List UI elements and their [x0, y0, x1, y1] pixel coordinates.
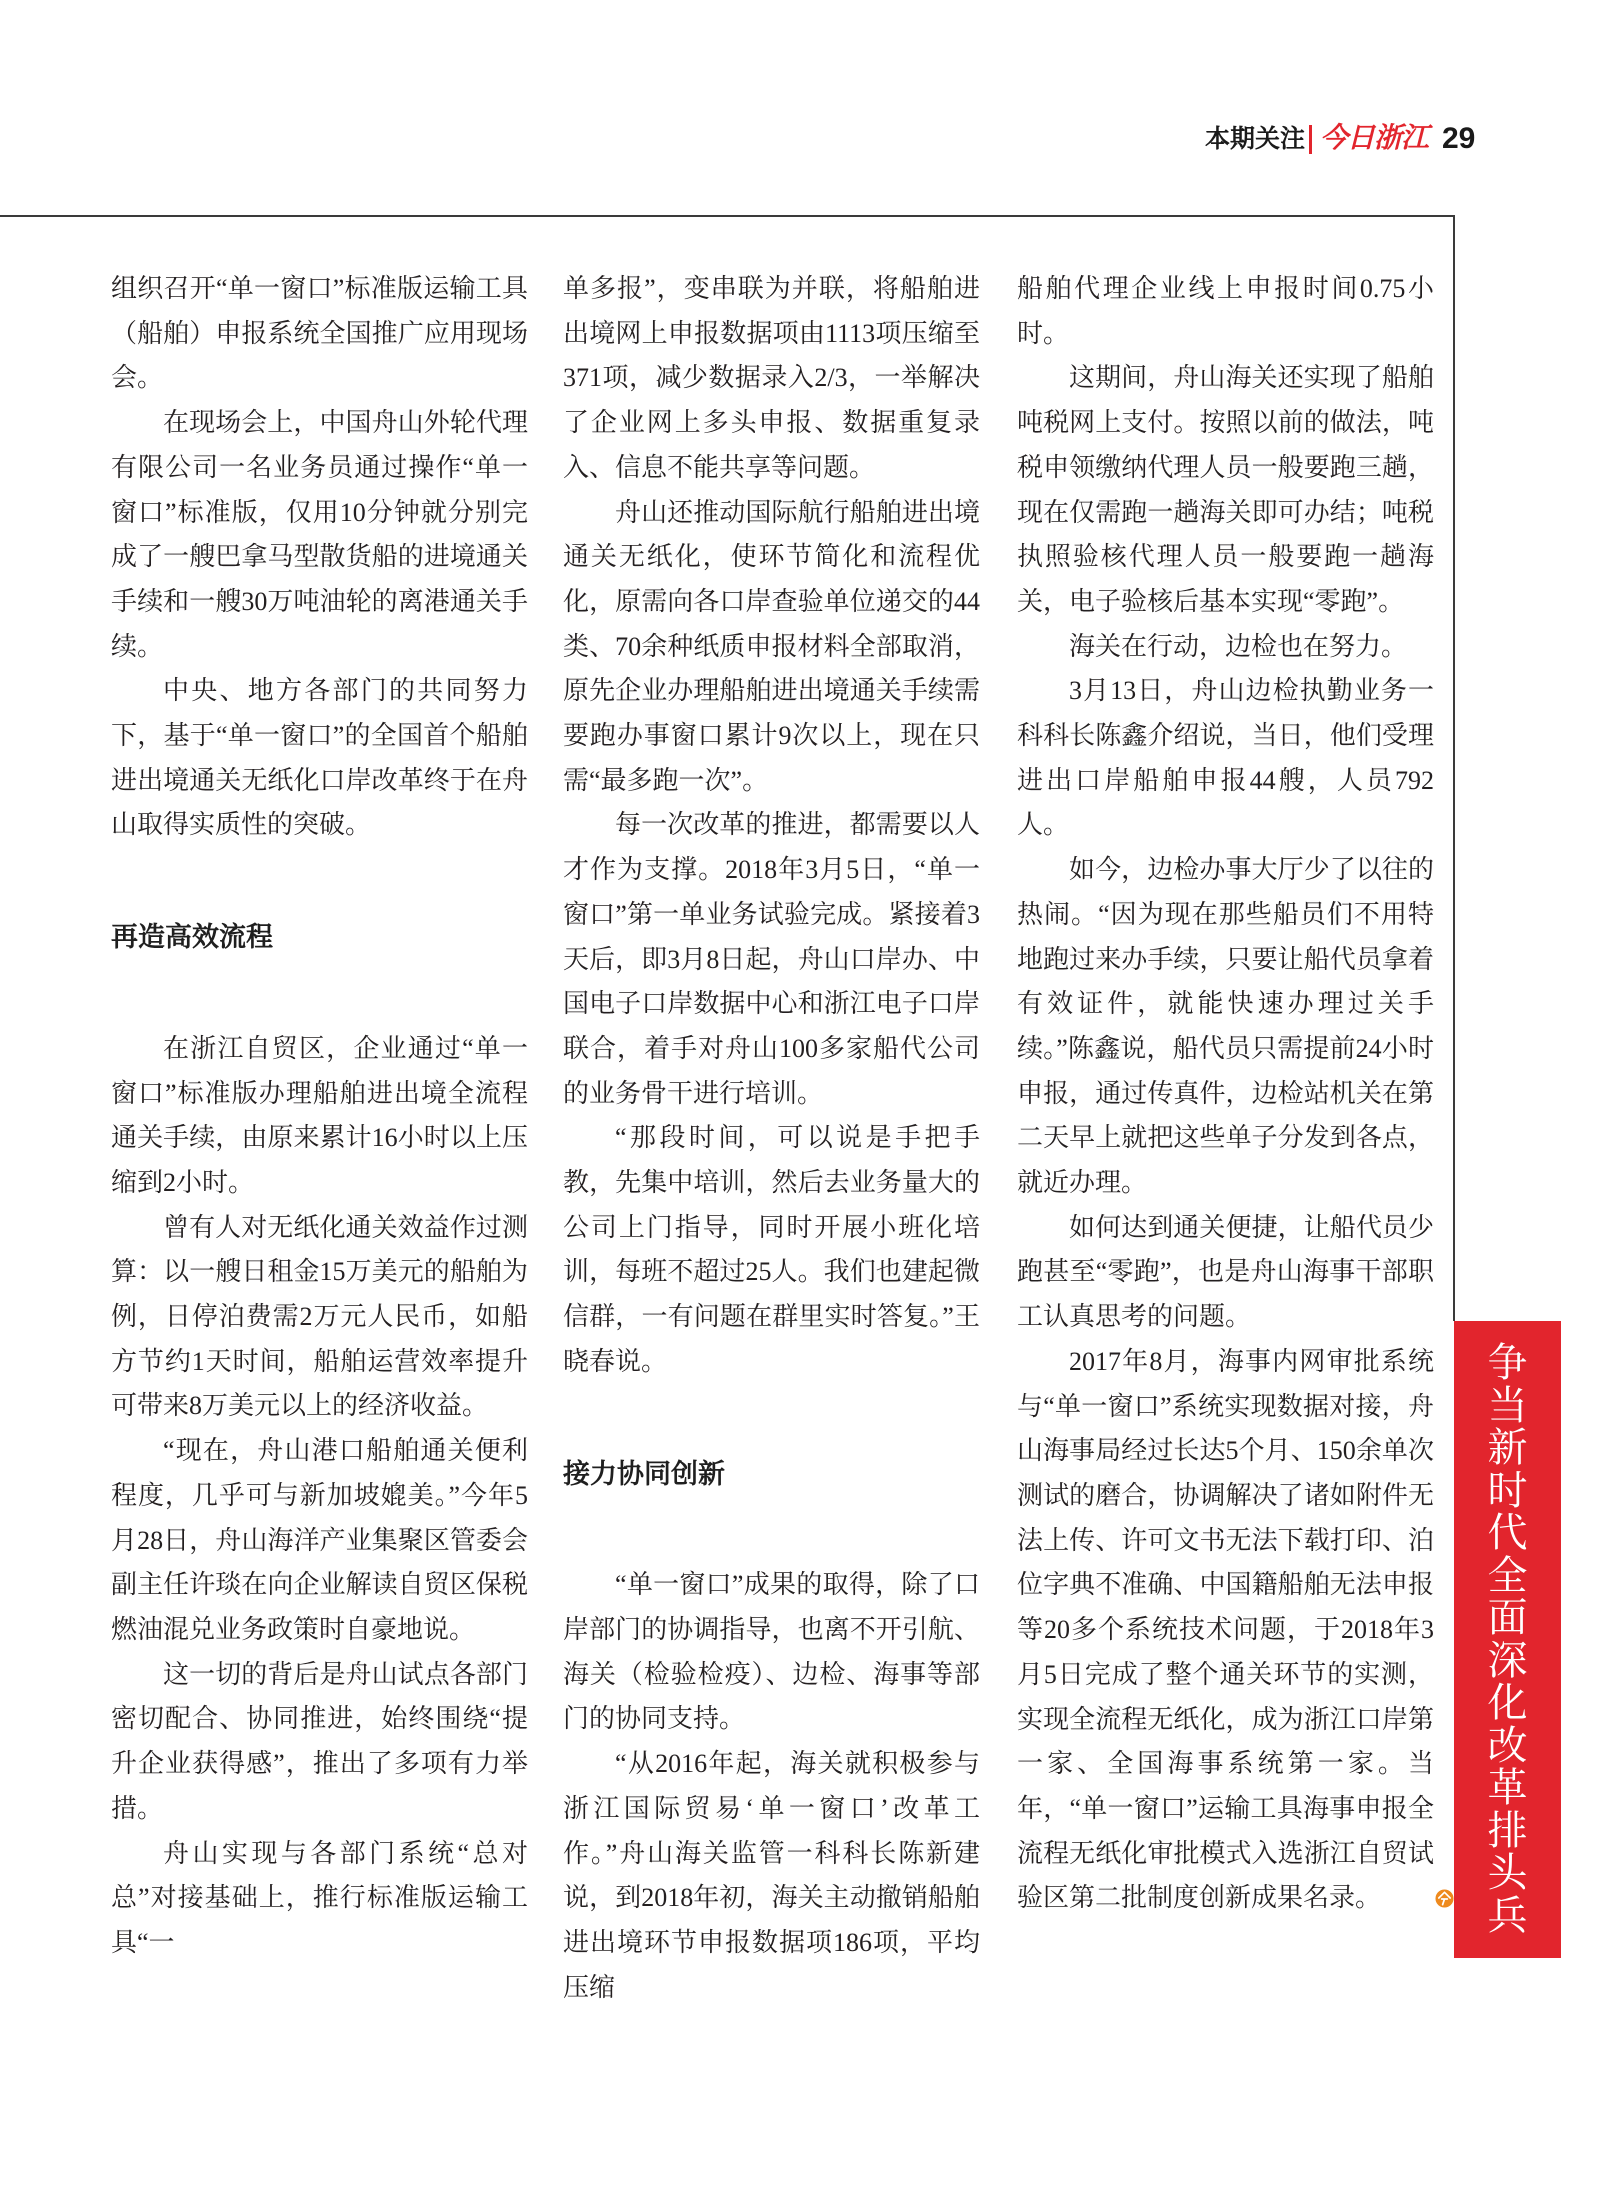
section-heading: 再造高效流程 — [111, 922, 273, 953]
paragraph: 舟山还推动国际航行船舶进出境通关无纸化，使环节简化和流程优化，原需向各口岸查验单位递交的44类、70余种纸质申报材料全部取消，原先企业办理船舶进出境通关手续需要跑办事窗口累计9次以上，现在只需“最多跑一次”。 — [563, 497, 980, 795]
paragraph: 曾有人对无纸化通关效益作过测算：以一艘日租金15万美元的船舶为例，日停泊费需2万元人民币，如船方节约1天时间，船舶运营效率提升可带来8万美元以上的经济收益。 — [111, 1212, 528, 1421]
paragraph: 在浙江自贸区，企业通过“单一窗口”标准版办理船舶进出境全流程通关手续，由原来累计16小时以上压缩到2小时。 — [111, 1033, 528, 1197]
side-banner — [1454, 1321, 1561, 1958]
article-column-1 — [111, 267, 528, 1966]
end-mark-icon — [1383, 1878, 1402, 1897]
paragraph: 单多报”，变串联为并联，将船舶进出境网上申报数据项由1113项压缩至371项，减少数据录入2/3，一举解决了企业网上多头申报、数据重复录入、信息不能共享等问题。 — [563, 274, 980, 482]
paragraph: 中央、地方各部门的共同努力下，基于“单一窗口”的全国首个船舶进出境通关无纸化口岸改革终于在舟山取得实质性的突破。 — [111, 676, 528, 840]
paragraph: 船舶代理企业线上申报时间0.75小时。 — [1017, 274, 1434, 348]
paragraph: 这一切的背后是舟山试点各部门密切配合、协同推进，始终围绕“提升企业获得感”，推出了多项有力举措。 — [111, 1659, 528, 1823]
paragraph-final — [1017, 1340, 1434, 1921]
paragraph: 如何达到通关便捷，让船代员少跑甚至“零跑”，也是舟山海事干部职工认真思考的问题。 — [1017, 1212, 1434, 1332]
paragraph: 3月13日，舟山边检执勤业务一科科长陈鑫介绍说，当日，他们受理进出口岸船舶申报44艘，人员792人。 — [1017, 676, 1434, 840]
header-divider — [1309, 125, 1312, 154]
paragraph-text: 2017年8月，海事内网审批系统与“单一窗口”系统实现数据对接，舟山海事局经过长达5个月、150余单次测试的磨合，协调解决了诸如附件无法上传、许可文书无法下载打印、泊位字典不准确、中国籍船舶无法申报等20多个系统技术问题，于2018年3月5日完成了整个通关环节的实测，实现全流程无纸化，成为浙江口岸第一家、全国海事系统第一家。当年，“单一窗口”运输工具海事申报全流程无纸化审批模式入选浙江自贸试验区第二批制度创新成果名录。 — [1017, 1346, 1434, 1913]
side-rule — [1453, 215, 1455, 1321]
section-label: 本期关注 — [1205, 125, 1306, 153]
paragraph: 海关在行动，边检也在努力。 — [1069, 631, 1408, 661]
paragraph: “单一窗口”成果的取得，除了口岸部门的协调指导，也离不开引航、海关（检验检疫）、边检、海事等部门的协同支持。 — [563, 1570, 980, 1734]
section-heading: 接力协同创新 — [563, 1458, 725, 1489]
article-column-3 — [1017, 267, 1434, 1921]
paragraph: 如今，边检办事大厅少了以往的热闹。“因为现在那些船员们不用特地跑过来办手续，只要让船代员拿着有效证件，就能快速办理过关手续。”陈鑫说，船代员只需提前24小时申报，通过传真件，边检站机关在第二天早上就把这些单子分发到各点，就近办理。 — [1017, 855, 1434, 1198]
header-rule — [0, 215, 1455, 217]
page-number: 29 — [1442, 122, 1476, 155]
article-column-2 — [563, 267, 980, 2010]
paragraph: 这期间，舟山海关还实现了船舶吨税网上支付。按照以前的做法，吨税申领缴纳代理人员一般要跑三趟，现在仅需跑一趟海关即可办结；吨税执照验核代理人员一般要跑一趟海关，电子验核后基本实现“零跑”。 — [1017, 363, 1434, 616]
paragraph: 在现场会上，中国舟山外轮代理有限公司一名业务员通过操作“单一窗口”标准版，仅用10分钟就分别完成了一艘巴拿马型散货船的进境通关手续和一艘30万吨油轮的离港通关手续。 — [111, 408, 528, 661]
side-banner-text: 争当新时代全面深化改革排头兵 — [1487, 1340, 1528, 1939]
paragraph: “从2016年起，海关就积极参与浙江国际贸易‘单一窗口’改革工作。”舟山海关监管一科科长陈新建说，到2018年初，海关主动撤销船舶进出境环节申报数据项186项，平均压缩 — [563, 1749, 980, 2002]
paragraph: 舟山实现与各部门系统“总对总”对接基础上，推行标准版运输工具“一 — [111, 1838, 528, 1957]
paragraph: 每一次改革的推进，都需要以人才作为支撑。2018年3月5日，“单一窗口”第一单业务试验完成。紧接着3天后，即3月8日起，舟山口岸办、中国电子口岸数据中心和浙江电子口岸联合，着手对舟山100多家船代公司的业务骨干进行培训。 — [563, 810, 980, 1108]
paragraph: “现在，舟山港口船舶通关便利程度，几乎可与新加坡媲美。”今年5月28日，舟山海洋产业集聚区管委会副主任许琰在向企业解读自贸区保税燃油混兑业务政策时自豪地说。 — [111, 1436, 528, 1644]
magazine-logo: 今日浙江 — [1320, 121, 1429, 154]
paragraph: “那段时间，可以说是手把手教，先集中培训，然后去业务量大的公司上门指导，同时开展小班化培训，每班不超过25人。我们也建起微信群，一有问题在群里实时答复。”王晓春说。 — [563, 1123, 980, 1376]
paragraph: 组织召开“单一窗口”标准版运输工具（船舶）申报系统全国推广应用现场会。 — [111, 274, 528, 393]
